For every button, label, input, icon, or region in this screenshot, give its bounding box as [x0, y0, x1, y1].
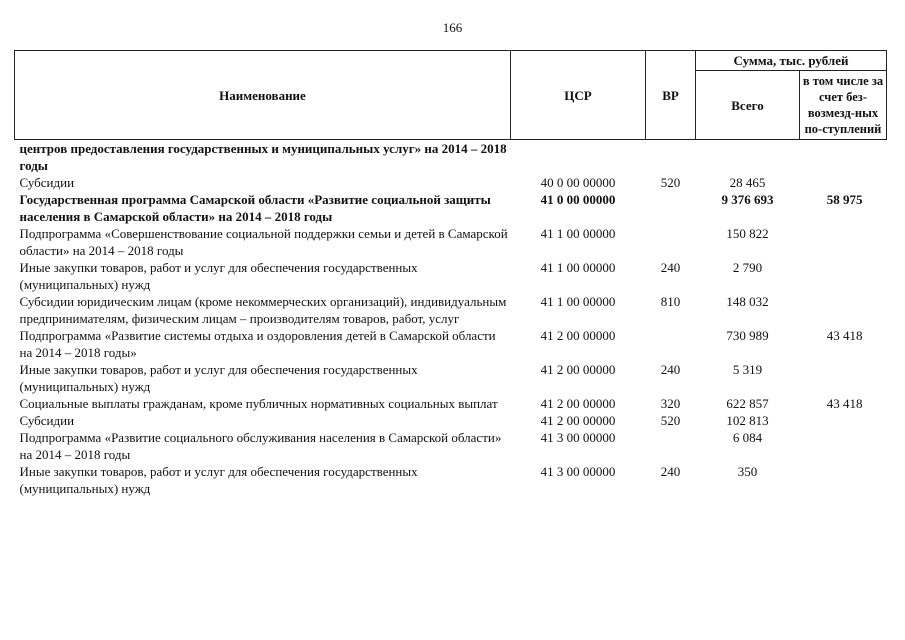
row-gratis — [800, 429, 887, 463]
row-vr — [646, 191, 696, 225]
row-total: 102 813 — [726, 413, 769, 428]
row-gratis: 43 418 — [826, 328, 863, 343]
header-gratis: в том числе за счет без-возмезд-ных по-ступлений — [800, 71, 887, 140]
table-row — [15, 225, 887, 259]
row-vr: 240 — [660, 464, 681, 479]
row-gratis: 43 418 — [826, 396, 863, 411]
row-name: центров предоставления государственных и муниципальных услуг» на 2014 – 2018 годы — [19, 141, 507, 173]
row-name: Субсидии — [19, 413, 75, 428]
row-total: 28 465 — [729, 175, 766, 190]
row-total: 730 989 — [726, 328, 769, 343]
row-csr: 41 1 00 00000 — [540, 226, 616, 241]
row-csr: 41 1 00 00000 — [540, 260, 616, 275]
row-csr: 41 3 00 00000 — [540, 464, 616, 479]
row-vr: 810 — [660, 294, 681, 309]
row-vr — [646, 140, 696, 175]
row-total: 150 822 — [726, 226, 769, 241]
table-header — [15, 51, 887, 140]
table-body — [15, 140, 887, 498]
table-row — [15, 259, 887, 293]
row-name: Подпрограмма «Развитие системы отдыха и оздоровления детей в Самарской области на 2014 – 2018 годы» — [19, 328, 496, 360]
row-name: Иные закупки товаров, работ и услуг для обеспечения государственных (муниципальных) нужд — [19, 260, 418, 292]
row-gratis — [800, 174, 887, 191]
row-gratis — [800, 225, 887, 259]
row-gratis — [800, 412, 887, 429]
row-total: 6 084 — [732, 430, 763, 445]
row-vr — [646, 429, 696, 463]
row-vr — [646, 327, 696, 361]
table-row — [15, 361, 887, 395]
row-vr: 240 — [660, 260, 681, 275]
row-name: Иные закупки товаров, работ и услуг для обеспечения государственных (муниципальных) нужд — [19, 464, 418, 496]
budget-table — [14, 50, 887, 497]
row-vr: 520 — [660, 175, 681, 190]
row-csr — [511, 140, 646, 175]
row-csr: 41 3 00 00000 — [540, 430, 616, 445]
table-row — [15, 293, 887, 327]
table-row — [15, 140, 887, 175]
row-name: Иные закупки товаров, работ и услуг для обеспечения государственных (муниципальных) нужд — [19, 362, 418, 394]
row-csr: 41 2 00 00000 — [540, 362, 616, 377]
header-csr: ЦСР — [511, 51, 646, 140]
row-total: 9 376 693 — [721, 192, 774, 207]
table-row — [15, 191, 887, 225]
row-total: 622 857 — [726, 396, 769, 411]
header-sum: Сумма, тыс. рублей — [696, 51, 887, 71]
row-total: 5 319 — [732, 362, 763, 377]
row-csr: 41 2 00 00000 — [540, 413, 616, 428]
page-number: 166 — [442, 20, 463, 35]
header-vr: ВР — [646, 51, 696, 140]
row-name: Подпрограмма «Развитие социального обслуживания населения в Самарской области» на 2014 – 2018 годы — [19, 430, 502, 462]
row-csr: 41 2 00 00000 — [540, 328, 616, 343]
table-row — [15, 327, 887, 361]
row-name: Государственная программа Самарской области «Развитие социальной защиты населения в Самарской области» на 2014 – 2018 годы — [19, 192, 491, 224]
row-gratis: 58 975 — [826, 192, 863, 207]
row-name: Субсидии юридическим лицам (кроме некоммерческих организаций), индивидуальным предпринимателям, физическим лицам – производителям товаров, работ, услуг — [19, 294, 507, 326]
row-gratis — [800, 463, 887, 497]
table-row — [15, 412, 887, 429]
header-total: Всего — [696, 71, 800, 140]
header-name: Наименование — [15, 51, 511, 140]
table-row — [15, 463, 887, 497]
table-row — [15, 174, 887, 191]
row-name: Социальные выплаты гражданам, кроме публичных нормативных социальных выплат — [19, 396, 498, 411]
row-total: 148 032 — [726, 294, 769, 309]
row-gratis — [800, 259, 887, 293]
row-vr — [646, 225, 696, 259]
row-csr: 40 0 00 00000 — [540, 175, 616, 190]
row-gratis — [800, 293, 887, 327]
row-total — [696, 140, 800, 175]
table-row — [15, 395, 887, 412]
row-vr: 520 — [660, 413, 681, 428]
row-gratis — [800, 140, 887, 175]
row-csr: 41 1 00 00000 — [540, 294, 616, 309]
table-row — [15, 429, 887, 463]
row-csr: 41 0 00 00000 — [540, 192, 616, 207]
row-name: Подпрограмма «Совершенствование социальной поддержки семьи и детей в Самарской области» на 2014 – 2018 годы — [19, 226, 508, 258]
row-total: 350 — [737, 464, 758, 479]
row-csr: 41 2 00 00000 — [540, 396, 616, 411]
row-vr: 240 — [660, 362, 681, 377]
row-name: Субсидии — [19, 175, 75, 190]
row-gratis — [800, 361, 887, 395]
row-total: 2 790 — [732, 260, 763, 275]
row-vr: 320 — [660, 396, 681, 411]
